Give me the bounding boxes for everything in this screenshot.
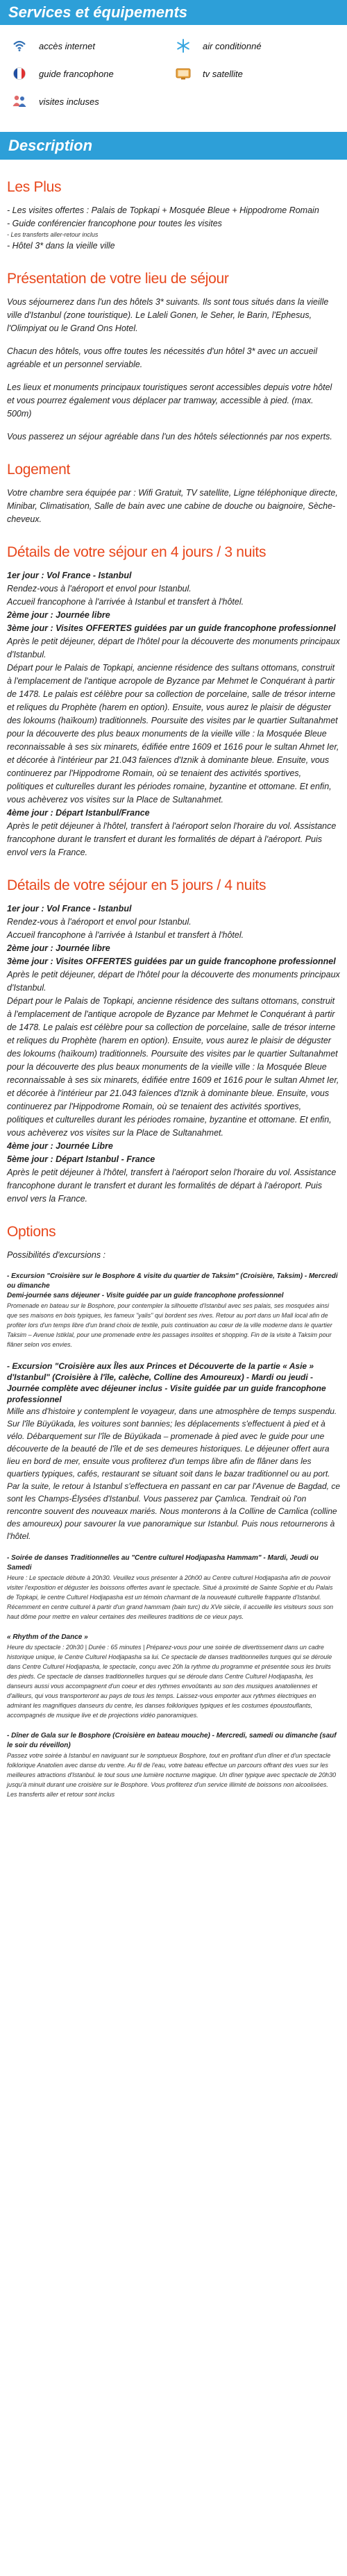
- day-title: 1er jour : Vol France - Istanbul: [7, 904, 132, 914]
- service-item-ac: [174, 38, 337, 53]
- excursion-item: [7, 1731, 340, 1799]
- description-header: [0, 132, 347, 160]
- options-intro: Possibilités d'excursions :: [7, 1250, 106, 1260]
- logement-heading: Logement: [7, 462, 71, 478]
- services-row: [10, 32, 337, 60]
- day-title: 5ème jour : Départ Istanbul - France: [7, 1154, 155, 1164]
- sejour-paragraph: Vous passerez un séjour agréable dans l'un des hôtels sélectionnés par nos experts.: [7, 432, 332, 441]
- day-text: Après le petit déjeuner, départ de l'hôtel pour la découverte des monuments principaux d'Istanbul.: [7, 970, 340, 993]
- services-title: Services et équipements: [8, 3, 188, 21]
- day-text: Accueil francophone à l'arrivée à Istanbul et transfert à l'hôtel.: [7, 930, 244, 940]
- services-row: [10, 87, 337, 115]
- service-label: accès internet: [39, 40, 95, 51]
- day-text: Départ pour le Palais de Topkapi, ancienne résidence des sultans ottomans, construit à l'emplacement de l'antique acropole de Byzance par Mehmet le Conquérant à partir de 1478. Le palais est célèbre pour sa collection de porcelaine, salle de trésor interne et reliques du Prophète (harem en option). Ensuite, vous aurez le plaisir de déguster des lokoums (haïkoum) traditionnels. Poursuite des visites par le quartier Sultanahmet pour la découverte des plus beaux monuments de la vieille ville : la Mosquée Bleue reconnaissable à ses six minarets, édifiée entre 1609 et 1616 pour le sultan Ahmet Ier, et décorée à l'intérieur par 21.043 faïences d'Iznik à dominante bleue. Ensuite, vous continuerez par l'Hippodrome Romain, où se tenaient des activités sportives, politiques et culturelles durant les périodes romaine, byzantine et ottomane. Et enfin, vous achèverez vos visites sur la Place de Sultanahmet.: [7, 663, 339, 805]
- day-title: 2ème jour : Journée libre: [7, 610, 110, 620]
- excursion-item: [7, 1361, 340, 1542]
- flag-icon: [10, 66, 29, 81]
- plus-line: - Guide conférencier francophone pour toutes les visites: [7, 219, 222, 228]
- services-header: [0, 0, 347, 25]
- sejour5-itinerary: [7, 902, 340, 1206]
- excursion-body: Mille ans d'histoire y contemplent le voyageur, dans une atmosphère de temps suspendu. Sur l'île Büyükada, les voitures sont bannies; les déplacements s'effectuent à pied et à vélo. Débarquement sur l'île de Büyükada – promenade à pied avec le guide pour une découverte de la beauté de l'île et de ses demeures historiques. Le déjeuner offert aura lieu en bord de mer, ensuite vous profiterez d'un temps libre afin de flâner dans les quartiers typiques, cafés, restaurant se situant soit dans le bazar traditionnel ou au port. Par la suite, le retour à Istanbul s'effectuera en passant en car par l'Avenue de Bagdad, ce sont les Champs-Élysées d'Istanbul. Vous passerez par Çamlıca. Tendrait où l'on rencontre souvent des nouveaux mariés. Nous monterons à la Colline de Camlica (colline des amoureux) pour savourer la vue panoramique sur Istanbul. Puis nous retournerons à l'hôtel.: [7, 1406, 340, 1541]
- service-item-tv: [174, 66, 337, 81]
- excursion-body: Passez votre soirée à Istanbul en naviguant sur le somptueux Bosphore, tout en profitant d'un dîner et d'un spectacle folklorique Anatolien avec danse du ventre. Au fil de l'eau, votre bateau effectue un parcours offrant des vues sur les meilleures attractions d'Istanbul. le tout sous une lumière nocturne magique. Un dîner typique avec spectacle de 20h30 jusqu'à minuit durant une croisière sur le Bosphore. Vous profiterez d'un service illimité de boissons non alcoolisées.: [7, 1752, 336, 1788]
- excursion-item: [7, 1554, 340, 1622]
- excursion-item: [7, 1272, 340, 1349]
- service-label: tv satellite: [203, 68, 243, 79]
- services-grid: [0, 25, 347, 119]
- day-text: Rendez-vous à l'aéroport et envol pour Istanbul.: [7, 917, 192, 927]
- service-item-visits: [10, 94, 176, 109]
- sejour4-itinerary: [7, 569, 340, 859]
- sejour4-heading: Détails de votre séjour en 4 jours / 3 nuits: [7, 544, 266, 560]
- excursion-title: - Soirée de danses Traditionnelles au "Centre culturel Hodjapasha Hammam" - Mardi, Jeudi ou Samedi: [7, 1554, 319, 1572]
- excursion-body: Promenade en bateau sur le Bosphore, pour contempler la silhouette d'Istanbul avec ses palais, ses mosquées ainsi que ses maisons en bois typiques, les fameux "yalis" qui bordent ses rives. Retour au port dans un Mall local afin de profiter lors d'un temps libre d'un brand choix de textile, puis continuation au cœur de la ville moderne dans le quartier Taksim – Avenue Istiklal, pour une promenade entre les passages insolites et shopping. Fin de la visite à Taksim pour flâner selon vos envies.: [7, 1302, 332, 1348]
- day-title: 4ème jour : Journée Libre: [7, 1141, 113, 1151]
- plus-note: - Les transferts aller-retour inclus: [7, 231, 99, 238]
- plus-heading: Les Plus: [7, 179, 62, 195]
- excursion-title: « Rhythm of the Dance »: [7, 1633, 88, 1641]
- excursion-title: - Excursion "Croisière aux Îles aux Princes et Découverte de la partie « Asie » d'Istanbul" (Croisière à l'île, calèche, Colline des Amoureux) - Mardi ou jeudi - Journée complète avec déjeuner inclus - Visite guidée par un guide francophone professionnel: [7, 1361, 326, 1404]
- day-text: Accueil francophone à l'arrivée à Istanbul et transfert à l'hôtel.: [7, 597, 244, 607]
- plus-line: - Les visites offertes : Palais de Topkapi + Mosquée Bleue + Hippodrome Romain: [7, 205, 319, 215]
- sejour-paragraph: Chacun des hôtels, vous offre toutes les nécessités d'un hôtel 3* avec un accueil agréable et un personnel serviable.: [7, 346, 318, 369]
- day-title: 3ème jour : Visites OFFERTES guidées par un guide francophone professionnel: [7, 623, 336, 633]
- sejour-paragraph: Vous séjournerez dans l'un des hôtels 3* suivants. Ils sont tous situés dans la vieille ville d'Istanbul (zone touristique). Le Laleli Gonen, le Seher, le Barin, l'Ephesus, l'Olimpiyat ou le Grand Ons Hotel.: [7, 297, 329, 333]
- description-title: Description: [8, 137, 93, 154]
- excursion-title: - Excursion "Croisière sur le Bosphore & visite du quartier de Taksim" (Croisière, Taksim) - Mercredi ou dimanche: [7, 1272, 338, 1290]
- excursion-body: Heure du spectacle : 20h30 | Durée : 65 minutes | Préparez-vous pour une soirée de divertissement dans un cadre historique unique, le Centre Culturel Hodjapasha sa lui. Ce spectacle de danses traditionnelles turques qui se déroule dans Centre Culturel Hodjapasha, le spectacle, conçu avec 20h la rythme du programme et présentée sous les bruits des pieds. Ce spectacle de danses traditionnelles turques qui se déroule dans Centre Culturel Hodjapasha, les danseurs aussi vous accompagnent d'un coeur et des rythmes envoûtants au son des musiques anatoliennes et d'ailleurs, qui vous transporteront au pays de tous les temps. Laissez-vous emporter aux rythmes électriques en admirant les magnifiques danseurs du centre, les danses folkloriques typiques et les costumes époustouflants, accompagnés de musique live et de projections vidéo panoramiques.: [7, 1644, 332, 1719]
- day-text: Rendez-vous à l'aéroport et envol pour Istanbul.: [7, 584, 192, 594]
- options-heading: Options: [7, 1224, 56, 1240]
- sejour-heading: Présentation de votre lieu de séjour: [7, 271, 229, 287]
- services-row: [10, 60, 337, 87]
- tv-icon: [174, 66, 193, 81]
- day-text: Après le petit déjeuner à l'hôtel, transfert à l'aéroport selon l'horaire du vol. Assistance francophone durant le transfert et durant les formalités de départ à l'aéroport. Puis envol vers la France.: [7, 1168, 337, 1204]
- excursion-body: Heure : Le spectacle débute à 20h30. Veuillez vous présenter à 20h00 au Centre culturel Hodjapasha afin de pouvoir visiter l'exposition et déguster les boissons offertes avant le spectacle. Situé à proximité de Sainte Sophie et du Palais de Topkapi, le centre Culturel Hodjapasha est un témoin charmant de la nouveauté culturelle frappante d'Istanbul. Récemment en centre culturel à partir d'un grand hammam (bain turc) du XVe siècle, il accueille les visiteurs sous son haut dôme pour mettre en valeur certaines des meilleures traditions de ce vieux pays.: [7, 1574, 334, 1620]
- sejour-paragraph: Les lieux et monuments principaux touristiques seront accessibles depuis votre hôtel et vous pourrez également vous déplacer par tramway, accessible à pied. (max. 500m): [7, 382, 332, 419]
- day-text: Après le petit déjeuner à l'hôtel, transfert à l'aéroport selon l'horaire du vol. Assistance francophone durant le transfert et durant les formalités de départ à l'aéroport. Puis envol vers la France.: [7, 821, 337, 857]
- day-title: 3ème jour : Visites OFFERTES guidées par un guide francophone professionnel: [7, 957, 336, 966]
- day-title: 4ème jour : Départ Istanbul/France: [7, 808, 150, 818]
- service-item-guide: [10, 66, 174, 81]
- service-item-internet: [10, 38, 174, 53]
- day-title: 2ème jour : Journée libre: [7, 943, 110, 953]
- snowflake-icon: [174, 38, 193, 53]
- service-label: visites incluses: [39, 96, 99, 107]
- description-content: [0, 179, 347, 1799]
- people-icon: [10, 94, 29, 109]
- service-label: air conditionné: [203, 40, 262, 51]
- logement-text: Votre chambre sera équipée par : Wifi Gratuit, TV satellite, Ligne téléphonique directe, Minibar, Climatisation, Salle de bain avec une cabine de douche ou baignoire, Sèche-cheveux.: [7, 488, 338, 524]
- day-text: Départ pour le Palais de Topkapi, ancienne résidence des sultans ottomans, construit à l'emplacement de l'antique acropole de Byzance par Mehmet le Conquérant à partir de 1478. Le palais est célèbre pour sa collection de porcelaine, salle de trésor interne et reliques du Prophète (harem en option). Ensuite, vous aurez le plaisir de déguster des lokoums (haïkoum) traditionnels. Poursuite des visites par le quartier Sultanahmet pour la découverte des plus beaux monuments de la vieille ville : la Mosquée Bleue reconnaissable à ses six minarets, édifiée entre 1609 et 1616 pour le sultan Ahmet Ier, et décorée à l'intérieur par 21.043 faïences d'Iznik à dominante bleue. Ensuite, vous continuerez par l'Hippodrome Romain, où se tenaient des activités sportives, politiques et culturelles durant les périodes romaine, byzantine et ottomane. Et enfin, vous achèverez vos visites sur la Place de Sultanahmet.: [7, 996, 339, 1138]
- excursion-title: - Dîner de Gala sur le Bosphore (Croisière en bateau mouche) - Mercredi, samedi ou dimanche (sauf le soir du réveillon): [7, 1732, 337, 1749]
- day-text: Après le petit déjeuner, départ de l'hôtel pour la découverte des monuments principaux d'Istanbul.: [7, 637, 340, 659]
- excursion-item: [7, 1633, 340, 1720]
- excursion-note: Les transferts aller et retour sont inclus: [7, 1791, 115, 1798]
- excursion-subtitle: Demi-journée sans déjeuner - Visite guidée par un guide francophone professionnel: [7, 1292, 284, 1299]
- sejour5-heading: Détails de votre séjour en 5 jours / 4 nuits: [7, 877, 266, 893]
- plus-line: - Hôtel 3* dans la vieille ville: [7, 241, 115, 251]
- day-title: 1er jour : Vol France - Istanbul: [7, 571, 132, 580]
- service-label: guide francophone: [39, 68, 114, 79]
- wifi-icon: [10, 38, 29, 53]
